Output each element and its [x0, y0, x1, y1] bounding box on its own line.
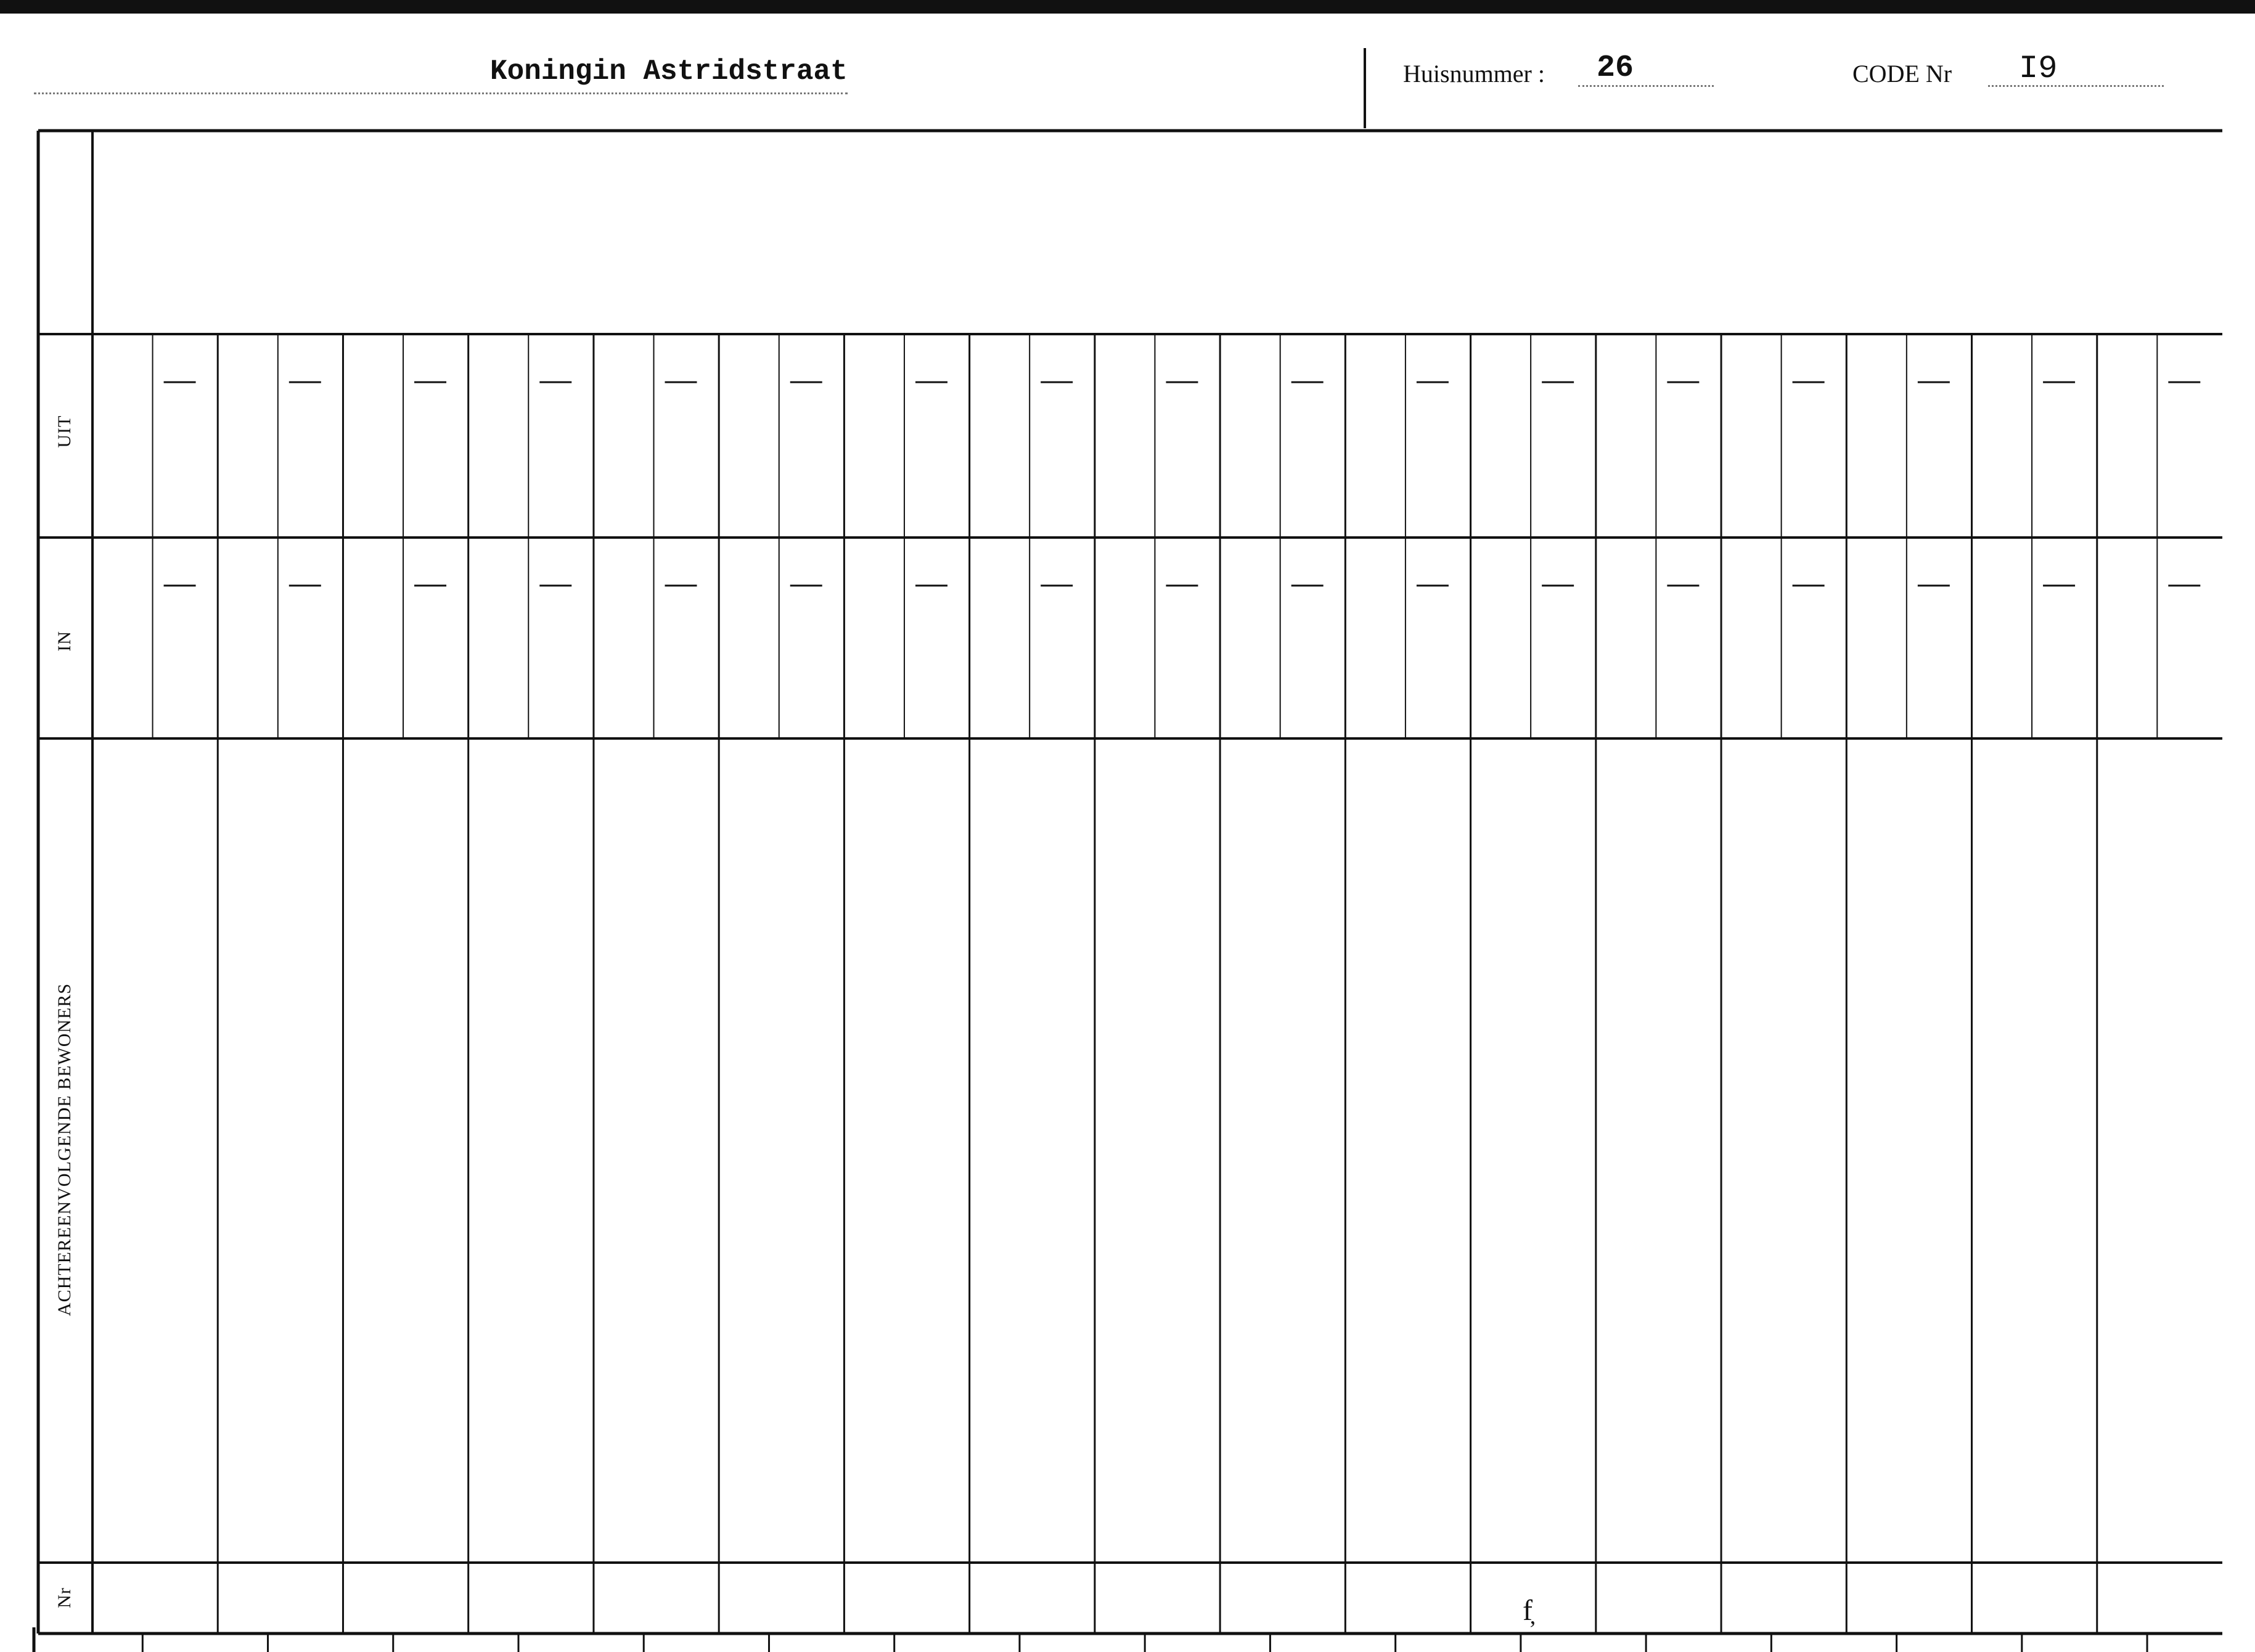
huisnummer-label: Huisnummer :: [1403, 60, 1545, 88]
code-nr-label: CODE Nr: [1852, 60, 1952, 88]
row-label-in: IN: [54, 631, 75, 652]
code-nr-value: I9: [2019, 51, 2058, 87]
row-label-bewoners: ACHTEREENVOLGENDE BEWONERS: [54, 983, 75, 1317]
row-label-nr: Nr: [54, 1587, 75, 1608]
huisnummer-value: 26: [1597, 51, 1634, 86]
street-name: Koningin Astridstraat: [490, 55, 848, 88]
row-label-uit: UIT: [54, 415, 75, 448]
handwritten-mark: f̦: [1523, 1594, 1533, 1627]
